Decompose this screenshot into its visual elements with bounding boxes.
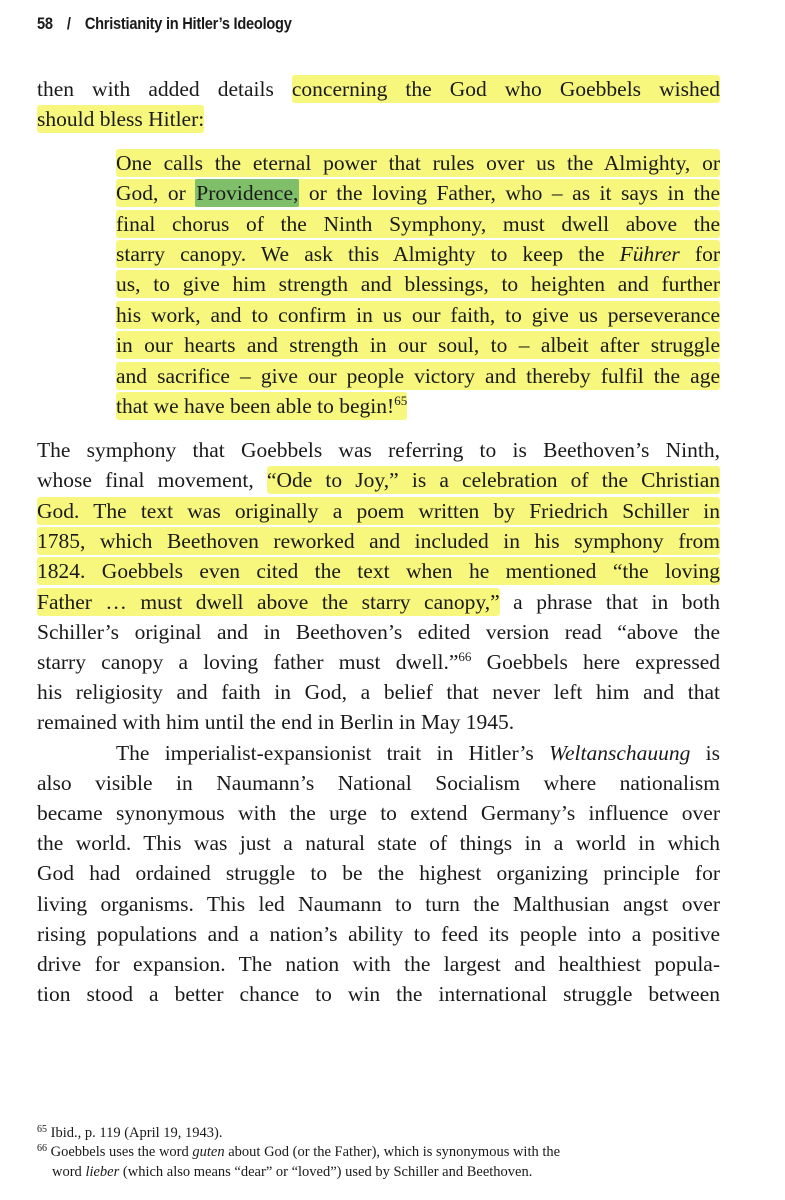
body-line: rising populations and a nation’s ability to feed its people into a positive [37, 922, 720, 946]
footnote-66-cont: word lieber (which also means “dear” or “loved”) used by Schiller and Beethoven. [52, 1164, 533, 1180]
highlight: concerning the God who Goebbels wished [291, 77, 720, 101]
intro-line: then with added details concerning the God who Goebbels wished [37, 77, 720, 101]
quote-line: that we have been able to begin!$^{65}$ [116, 393, 408, 418]
highlight: “Ode to Joy,” is a celebration of the Christian [266, 468, 720, 492]
highlight: Father … must dwell above the starry canopy,” [37, 590, 500, 614]
body-line [37, 496, 720, 526]
highlight: 1785, which Beethoven reworked and included in his symphony from [37, 529, 720, 553]
body-line: Father … must dwell above the starry canopy,” a phrase that in both [37, 590, 721, 614]
quote-line: God, or Providence, or the loving Father, who – as it says in the [116, 181, 720, 205]
quote-line: final chorus of the Ninth Symphony, must dwell above the [116, 212, 720, 236]
footnote-65: $^{65}$ Ibid., p. 119 (April 19, 1943). [37, 1124, 223, 1141]
quote-line: his work, and to confirm in us our faith, to give us perseverance [116, 303, 720, 327]
body-line: God had ordained struggle to be the highest organizing principle for [37, 861, 720, 885]
highlight: 1824. Goebbels even cited the text when he mentioned “the loving [37, 559, 720, 583]
body-line: starry canopy a loving father must dwell.”$^{66}$ Goebbels here expressed [37, 649, 720, 674]
body-line: remained with him until the end in Berlin in May 1945. [37, 710, 515, 734]
body-line: living organisms. This led Naumann to turn the Malthusian angst over [37, 892, 720, 916]
body-line: Schiller’s original and in Beethoven’s edited version read “above the [37, 620, 720, 644]
body-line [37, 526, 720, 556]
header-separator: / [66, 14, 71, 33]
body-line: also visible in Naumann’s National Socialism where nationalism [37, 771, 720, 795]
green-highlight: Providence, [196, 181, 299, 205]
quote-line: starry canopy. We ask this Almighty to keep the Führer for [116, 242, 720, 266]
quote-line: in our hearts and strength in our soul, to – albeit after struggle [116, 333, 720, 357]
intro-line [37, 104, 720, 134]
body-line: tion stood a better chance to win the international struggle between [37, 982, 720, 1006]
body-line: whose final movement, “Ode to Joy,” is a celebration of the Christian [37, 468, 720, 492]
body-line: The symphony that Goebbels was referring to is Beethoven’s Ninth, [37, 438, 720, 462]
body-line [37, 556, 720, 586]
quote-line: and sacrifice – give our people victory and thereby fulfil the age [116, 364, 720, 388]
running-title: Christianity in Hitler’s Ideology [84, 14, 292, 33]
footnote-ref: 66 [458, 649, 472, 664]
running-header [37, 14, 302, 34]
body-line: became synonymous with the urge to extend Germany’s influence over [37, 801, 720, 825]
footnote-ref: 65 [394, 393, 408, 408]
footnote-66: $^{66}$ Goebbels uses the word guten about God (or the Father), which is synonymous with the [37, 1143, 561, 1160]
body-line: drive for expansion. The nation with the largest and healthiest popula- [37, 952, 720, 976]
page-number: 58 [37, 14, 53, 33]
quote-line: One calls the eternal power that rules over us the Almighty, or [116, 151, 720, 175]
body-line: his religiosity and faith in God, a belief that never left him and that [37, 680, 720, 704]
highlight: God. The text was originally a poem written by Friedrich Schiller in [37, 499, 720, 523]
highlight: should bless Hitler: [37, 107, 205, 131]
quote-line: us, to give him strength and blessings, to heighten and further [116, 272, 720, 296]
body-line: The imperialist-expansionist trait in Hitler’s Weltanschauung is [116, 741, 720, 765]
body-line: the world. This was just a natural state of things in a world in which [37, 831, 720, 855]
